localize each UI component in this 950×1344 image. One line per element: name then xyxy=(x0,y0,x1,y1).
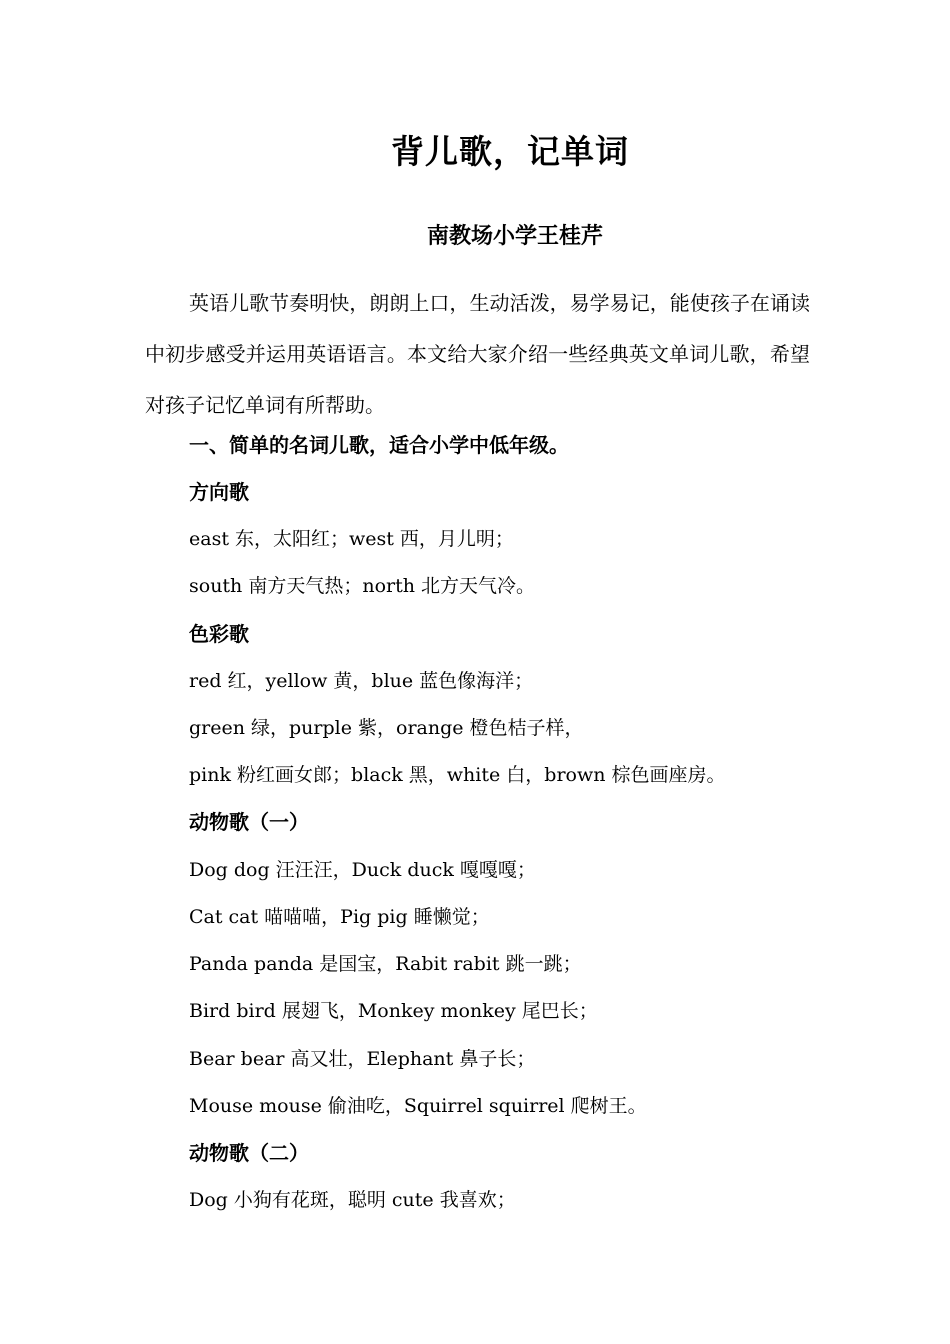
song-line: pink 粉红画女郎；black 黑，white 白，brown 棕色画座房。 xyxy=(189,764,726,786)
song-line: Dog 小狗有花斑，聪明 cute 我喜欢； xyxy=(189,1189,516,1211)
section-heading: 一、简单的名词儿歌，适合小学中低年级。 xyxy=(189,433,569,457)
intro-paragraph: 英语儿歌节奏明快，朗朗上口，生动活泼，易学易记，能使孩子在诵读中初步感受并运用英语语言。本文给大家介绍一些经典英文单词儿歌，希望对孩子记忆单词有所帮助。 xyxy=(145,291,810,417)
song-line: Dog dog 汪汪汪，Duck duck 嘎嘎嘎； xyxy=(189,859,536,881)
song-line: green 绿，purple 紫，orange 橙色桔子样， xyxy=(189,717,584,739)
song-line: Panda panda 是国宝，Rabit rabit 跳一跳； xyxy=(189,953,582,975)
song-title-animal-1: 动物歌（一） xyxy=(189,810,309,834)
document-author: 南教场小学王桂芹 xyxy=(426,224,603,249)
song-line: Bird bird 展翅飞，Monkey monkey 尾巴长； xyxy=(189,1000,598,1022)
song-line: Cat cat 喵喵喵，Pig pig 睡懒觉； xyxy=(189,906,490,928)
song-line: south 南方天气热；north 北方天气冷。 xyxy=(189,575,536,597)
song-title-animal-2: 动物歌（二） xyxy=(189,1141,309,1165)
song-line: red 红，yellow 黄，blue 蓝色像海洋； xyxy=(189,670,534,692)
document-title: 背儿歌，记单词 xyxy=(391,132,629,171)
song-line: Mouse mouse 偷油吃，Squirrel squirrel 爬树王。 xyxy=(189,1095,647,1117)
song-line: east 东，太阳红；west 西，月儿明； xyxy=(189,528,514,550)
song-title-direction: 方向歌 xyxy=(189,480,249,504)
song-line: Bear bear 高又壮，Elephant 鼻子长； xyxy=(189,1048,536,1070)
song-title-color: 色彩歌 xyxy=(189,622,249,646)
